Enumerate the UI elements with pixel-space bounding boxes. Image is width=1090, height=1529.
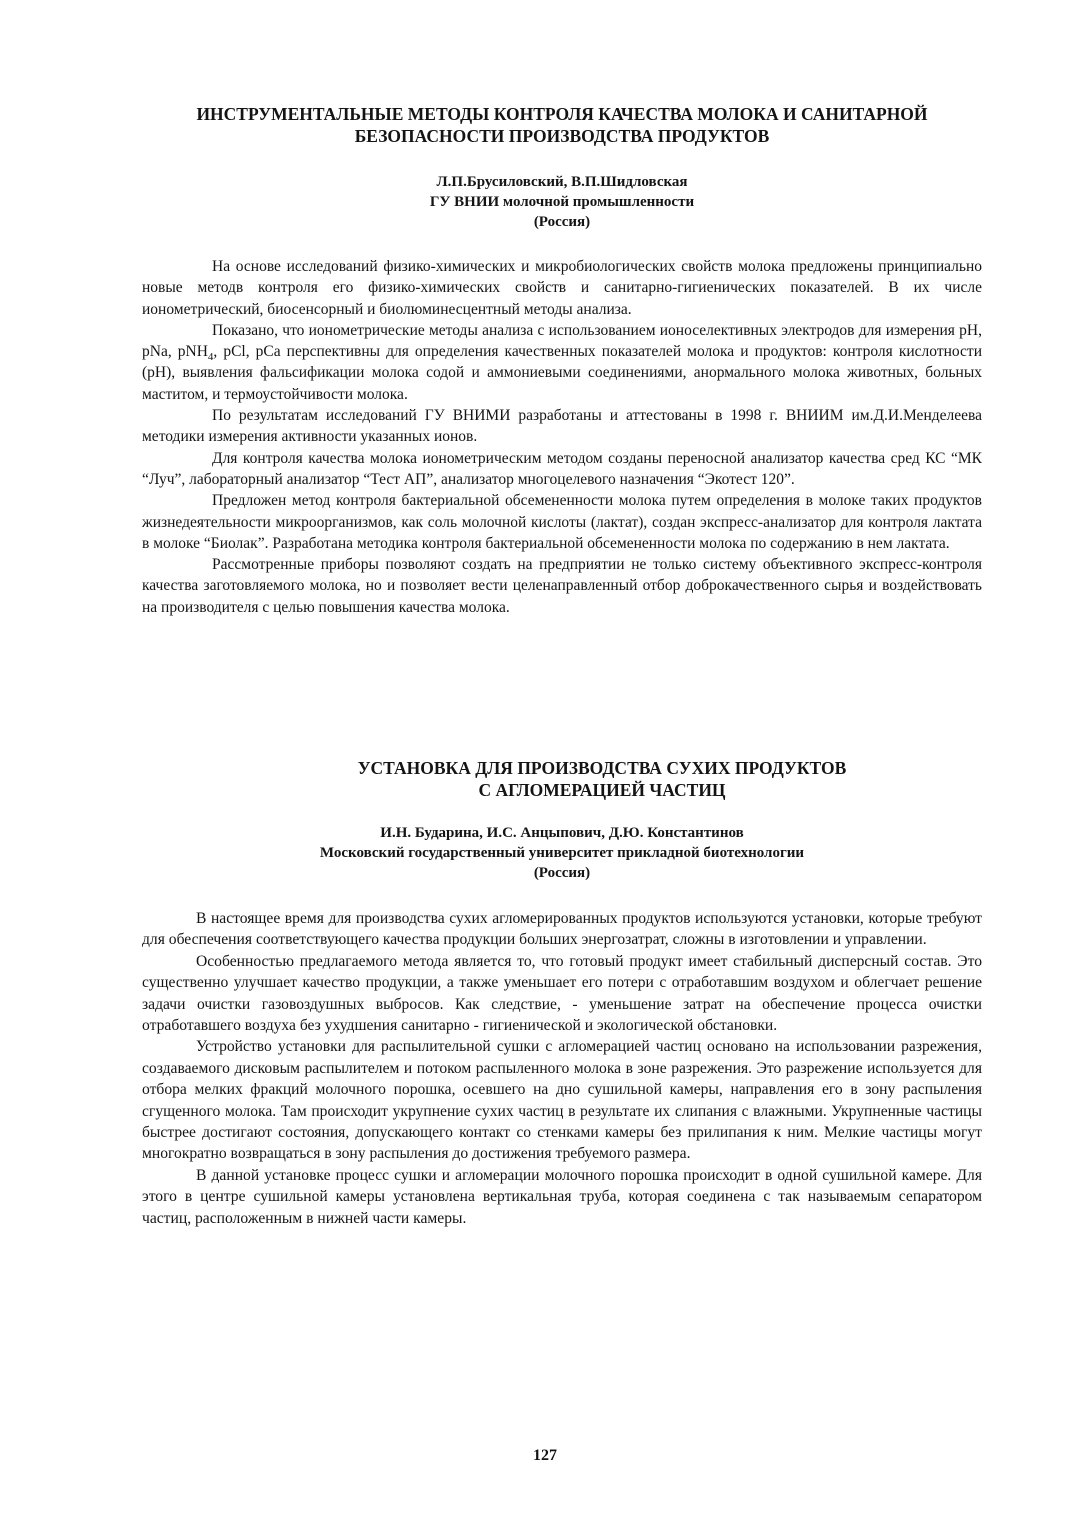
article2-paragraph-3: Устройство установки для распылительной сушки с агломерацией частиц основано на использовании разрежения, создаваемого дисковым распылителем и потоком распыленного молока в зоне разрежения. Это разрежение используется для отбора мелких фракций молочного порошка, осевшего на дно сушильной камеры, направления его в зону распыления сгущенного молока. Там происходит укрупнение сухих частиц в результате их слипания с влажными. Укрупненные частицы быстрее достигают состояния, допускающего контакт со стенками камеры без прилипания к ним. Мелкие частицы могут многократно возвращаться в зону распыления до достижения требуемого размера. (142, 1038, 982, 1163)
article1-p2-part1: Показано, что ионометрические методы анализа с использованием ионоселективных электродов для измерения pH, pNa, pNH (142, 321, 982, 361)
article1-paragraph-4: Для контроля качества молока ионометрическим методом созданы переносной анализатор качества сред КС “МК “Луч”, лабораторный анализатор “Тест АП”, анализатор многоцелевого назначения “Экотест 120”. (142, 449, 982, 488)
article1-title-line2: БЕЗОПАСНОСТИ ПРОИЗВОДСТВА ПРОДУКТОВ (354, 126, 770, 146)
article1-paragraph-6: Рассмотренные приборы позволяют создать на предприятии не только систему объективного экспресс-контроля качества заготовляемого молока, но и позволяет вести целенаправленный отбор доброкачественного сырья и воздействовать на производителя с целью повышения качества молока. (142, 556, 982, 616)
article2-paragraph-4: В данной установке процесс сушки и агломерации молочного порошка происходит в одной сушильной камере. Для этого в центре сушильной камеры установлена вертикальная труба, которая соединена с так называемым сепаратором частиц, расположенным в нижней части камеры. (142, 1166, 982, 1227)
article2-paragraph-2: Особенностью предлагаемого метода является то, что готовый продукт имеет стабильный дисперсный состав. Это существенно улучшает качество продукции, а также уменьшает его потери с отработавшим воздухом и облегчает решение задачи очистки газовоздушных выбросов. Как следствие, - уменьшение затрат на обеспечение процесса очистки отработавшего воздуха без ухудшения санитарно - гигиенической и экологической обстановки. (142, 952, 982, 1035)
article2-affiliation: Московский государственный университет прикладной биотехнологии (319, 845, 805, 861)
article1-byline-text (142, 172, 982, 232)
article2-byline (142, 823, 982, 883)
article1-byline (142, 172, 982, 232)
article1-paragraph-1: На основе исследований физико-химических и микробиологических свойств молока предложены принципиально новые методв контроля его физико-химических свойств и санитарно-гигиенических показателей. В их числе ионометрический, биосенсорный и биолюминесцентный методы анализа. (142, 258, 982, 318)
article2-paragraph-1: В настоящее время для производства сухих агломерированных продуктов используются установки, которые требуют для обеспечения соответствующего качества продукции больших энергозатрат, сложны в изготовлении и управлении. (142, 910, 982, 949)
article1-p2-part2: , pCl, pCa перспективны для определения качественных показателей молока и продуктов: контроля кислотности (pH), выявления фальсификации молока содой и аммониевыми соединениями, анормального молока животных, больных маститом, и термоустойчивости молока. (142, 343, 982, 403)
article2-header (182, 757, 1022, 801)
article1-title-line1: ИНСТРУМЕНТАЛЬНЫЕ МЕТОДЫ КОНТРОЛЯ КАЧЕСТВА МОЛОКА И САНИТАРНОЙ (196, 104, 928, 124)
article1-paragraph-3: По результатам исследований ГУ ВНИМИ разработаны и аттестованы в 1998 г. ВНИИМ им.Д.И.Менделеева методики измерения активности указанных ионов. (142, 407, 982, 446)
article1-authors: Л.П.Брусиловский, В.П.Шидловская (436, 174, 688, 190)
article2-country: (Россия) (533, 865, 591, 881)
article2-body (142, 908, 982, 1229)
article1-p2-subscript: 4 (207, 351, 214, 364)
article1-title (142, 103, 982, 147)
article1-paragraph-5: Предложен метод контроля бактериальной обсемененности молока путем определения в молоке таких продуктов жизнедеятельности микроорганизмов, как соль молочной кислоты (лактат), создан экспресс-анализатор для контроля лактата в молоке “Биолак”. Разработана методика контроля бактериальной обсемененности молока по содержанию в нем лактата. (142, 492, 982, 552)
article2-title-line1: УСТАНОВКА ДЛЯ ПРОИЗВОДСТВА СУХИХ ПРОДУКТОВ (357, 758, 847, 778)
page-number: 127 (533, 1447, 557, 1464)
article2-title (182, 757, 1022, 801)
article1-paragraph-2 (142, 320, 982, 405)
article1-header (142, 103, 982, 147)
article2-title-line2: С АГЛОМЕРАЦИЕЙ ЧАСТИЦ (478, 780, 726, 800)
article2-byline-text (142, 823, 982, 883)
article2-authors: И.Н. Бударина, И.С. Анцыпович, Д.Ю. Константинов (380, 825, 744, 841)
article1-affiliation: ГУ ВНИИ молочной промышленности (429, 194, 695, 210)
article1-country: (Россия) (533, 214, 591, 230)
article1-body (142, 256, 982, 618)
